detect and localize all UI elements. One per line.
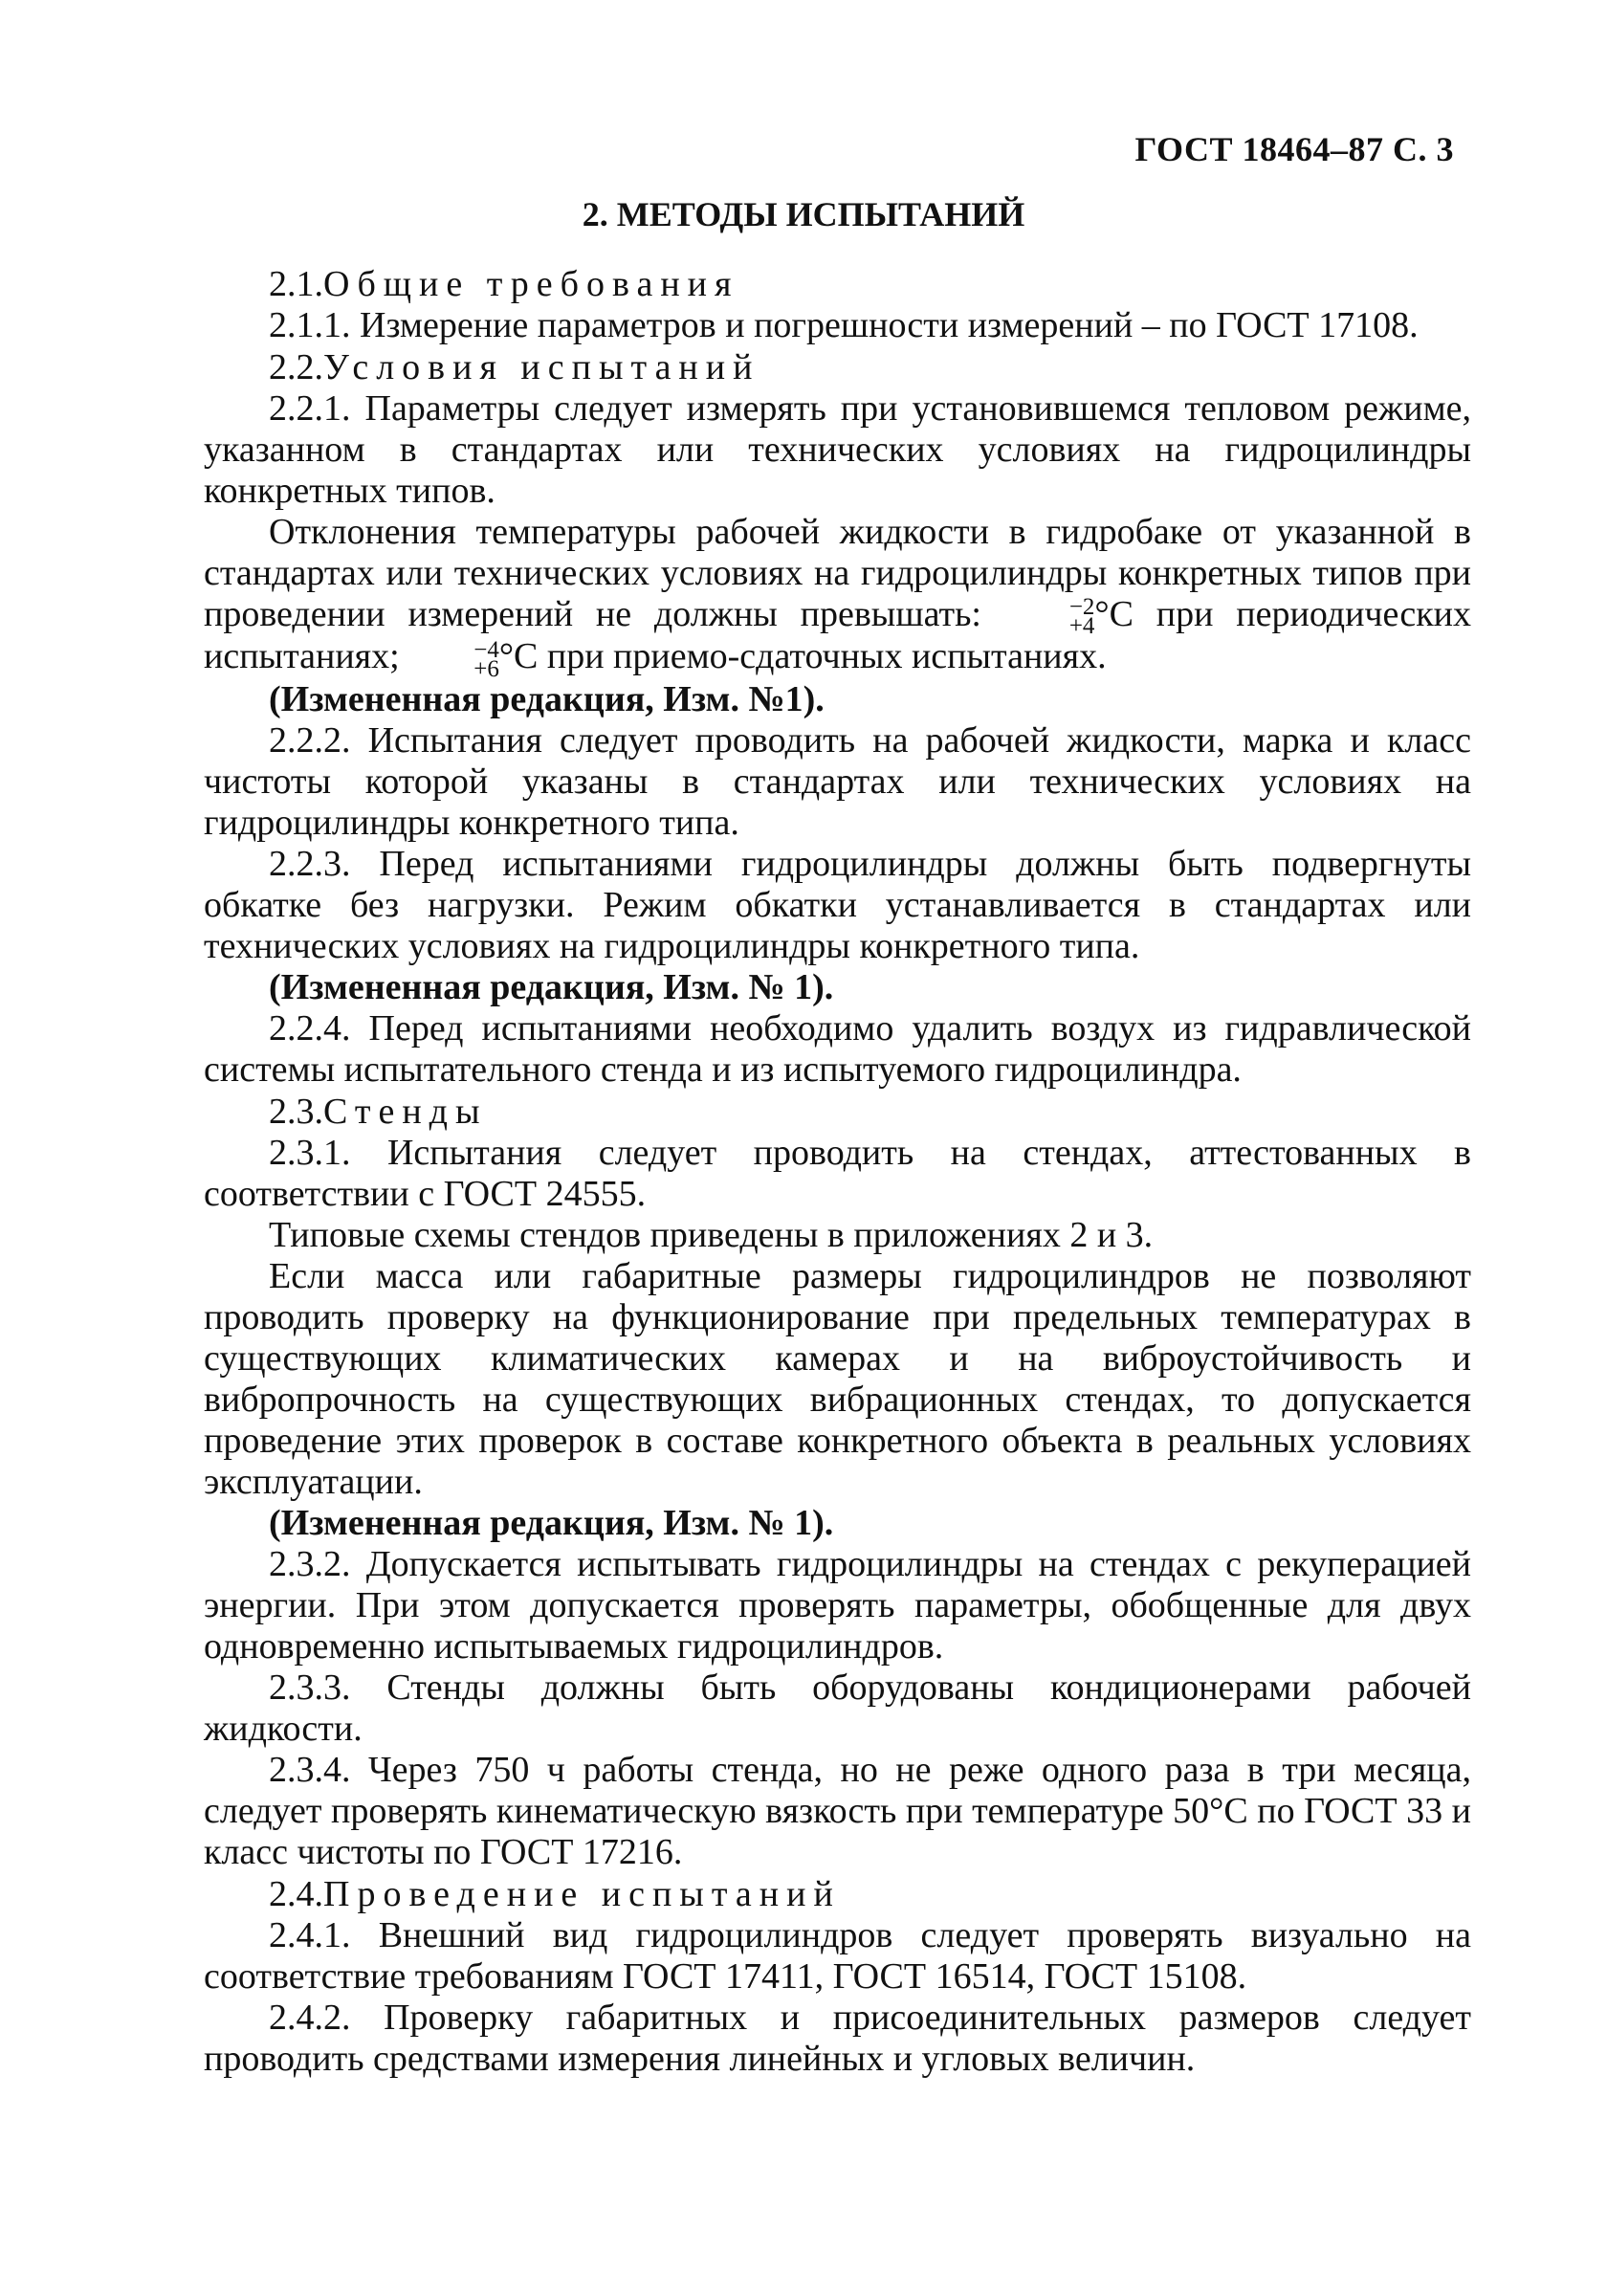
subsection-heading-2-3: 2.3.Стенды xyxy=(269,1091,488,1132)
paragraph-2-3-2: 2.3.2. Допускается испытывать гидроцилиндры на стендах с рекуперацией энергии. При этом допускается проверять параметры, обобщенные для двух одновременно испытываемых гидроцилиндров. xyxy=(204,1543,1471,1667)
paragraph-2-3-1: 2.3.1. Испытания следует проводить на стендах, аттестованных в соответствии с ГОСТ 24555. xyxy=(204,1132,1471,1214)
paragraph-2-4-2: 2.4.2. Проверку габаритных и присоединительных размеров следует проводить средствами измерения линейных и угловых величин. xyxy=(204,1997,1471,2079)
paragraph-2-3-4: 2.3.4. Через 750 ч работы стенда, но не реже одного раза в три месяца, следует проверять кинематическую вязкость при температуре 50°С по ГОСТ 33 и класс чистоты по ГОСТ 17216. xyxy=(204,1749,1471,1872)
paragraph-2-2-1: 2.2.1. Параметры следует измерять при установившемся тепловом режиме, указанном в стандартах или технических условиях на гидроцилиндры конкретных типов. xyxy=(204,388,1471,511)
paragraph-2-3-3: 2.3.3. Стенды должны быть оборудованы кондиционерами рабочей жидкости. xyxy=(204,1667,1471,1749)
subsection-heading-2-2: 2.2.Условия испытаний xyxy=(269,347,760,387)
tolerance-periodic: −2 +4 xyxy=(1068,594,1095,640)
subsection-title: Общие требования xyxy=(323,264,739,304)
subsection-title: Стенды xyxy=(323,1091,488,1132)
revision-note-2: (Измененная редакция, Изм. № 1). xyxy=(269,966,834,1007)
revision-note-1: (Измененная редакция, Изм. №1). xyxy=(269,678,825,719)
subsection-heading-2-1: 2.1.Общие требования xyxy=(269,264,739,304)
paragraph-2-4-1: 2.4.1. Внешний вид гидроцилиндров следует проверять визуально на соответствие требованиям ГОСТ 17411, ГОСТ 16514, ГОСТ 15108. xyxy=(204,1914,1471,1997)
document-body xyxy=(204,263,1471,2080)
paragraph-2-2-1-deviation: Отклонения температуры рабочей жидкости в гидробаке от указанной в стандартах или технических условиях на гидроцилиндры конкретных типов при проведении измерений не должны превышать: −2 +4 °С при периодических испытаниях; −4 +6 °С при приемо-сдаточных испытаниях. xyxy=(204,512,1471,682)
paragraph-2-2-3: 2.2.3. Перед испытаниями гидроцилиндры должны быть подвергнуты обкатке без нагрузки. Режим обкатки устанавливается в стандартах или технических условиях на гидроцилиндры конкретного типа. xyxy=(204,843,1471,966)
paragraph-2-1-1: 2.1.1. Измерение параметров и погрешности измерений – по ГОСТ 17108. xyxy=(269,305,1419,345)
subsection-title: Проведение испытаний xyxy=(323,1873,841,1914)
subsection-title: Условия испытаний xyxy=(323,347,760,387)
subsection-heading-2-4: 2.4.Проведение испытаний xyxy=(269,1873,841,1914)
paragraph-2-2-4: 2.2.4. Перед испытаниями необходимо удалить воздух из гидравлической системы испытательного стенда и из испытуемого гидроцилиндра. xyxy=(204,1007,1471,1090)
revision-note-3: (Измененная редакция, Изм. № 1). xyxy=(269,1502,834,1543)
page-header: ГОСТ 18464–87 С. 3 xyxy=(1134,130,1454,168)
section-title: 2. МЕТОДЫ ИСПЫТАНИЙ xyxy=(582,195,1025,233)
tolerance-acceptance: −4 +6 xyxy=(473,636,499,682)
paragraph-2-2-2: 2.2.2. Испытания следует проводить на рабочей жидкости, марка и класс чистоты которой указаны в стандартах или технических условиях на гидроцилиндры конкретного типа. xyxy=(204,719,1471,843)
paragraph-2-3-1-schemes: Типовые схемы стендов приведены в приложениях 2 и 3. xyxy=(269,1214,1154,1255)
paragraph-2-3-1-exception: Если масса или габаритные размеры гидроцилиндров не позволяют проводить проверку на функционирование при предельных температурах в существующих климатических камерах и на виброустойчивость и вибропрочность на существующих вибрационных стендах, то допускается проведение этих проверок в составе конкретного объекта в реальных условиях эксплуатации. xyxy=(204,1255,1471,1502)
